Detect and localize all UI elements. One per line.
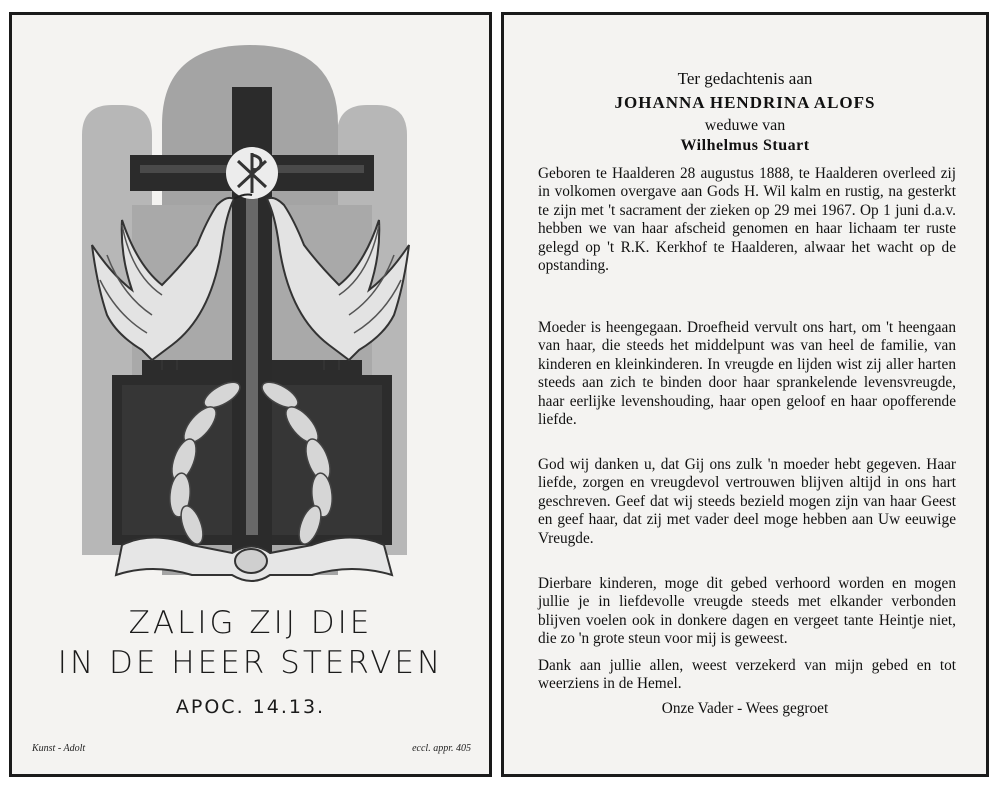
chi-rho-icon [226, 147, 278, 199]
religious-illustration [12, 15, 489, 605]
scripture-reference: APOC. 14.13. [175, 696, 326, 718]
relation-line: weduwe van [704, 117, 786, 134]
spouse-name: Wilhelmus Stuart [680, 137, 810, 154]
motto-line-2: IN DE HEER STERVEN [57, 645, 444, 681]
intro-line: Ter gedachtenis aan [677, 69, 813, 88]
tribute-paragraph: Moeder is heengegaan. Droefheid vervult ons hart, om 't heengaan van haar, die steeds het middelpunt was van heel de familie, van kinderen en kleinkinderen. In vreugde en lijden wist zij aller harten steeds aan zich te binden door haar sprankelende levensvreugde, haar eerlijke levenshouding, haar open geloof en haar opofferende liefde. [538, 319, 956, 429]
biography-paragraph: Geboren te Haalderen 28 augustus 1888, te Haalderen overleed zij in volkomen overgave aan Gods H. Wil kalm en rustig, na gesterkt te zijn met 't sacrament der zieken op 29 mei 1967. Op 1 juni d.a.v. hebben we van haar afscheid genomen en haar lichaam ter ruste gelegd op 't R.K. Kerkhof te Haalderen, alwaar het wacht op de opstanding. [538, 165, 956, 275]
children-paragraph: Dierbare kinderen, moge dit gebed verhoord worden en mogen jullie je in liefdevolle vreugde steeds met elkander verbonden blijven voelen ook in donkere dagen en vergeet tante Heintje niet, die zo 'n grote steun voor mij is geweest. [538, 575, 956, 648]
memorial-card-front [9, 12, 492, 777]
thanksgiving-paragraph: God wij danken u, dat Gij ons zulk 'n moeder hebt gegeven. Haar liefde, zorgen en vreugdevol vertrouwen blijven altijd in ons hart geschreven. Geef dat wij steeds bezield mogen zijn van haar Geest en geef haar, dat zij met vader deel moge hebben aan Uw eeuwige Vreugde. [538, 456, 956, 547]
publisher-credit: Kunst - Adolt [32, 743, 86, 754]
memorial-card-text [501, 12, 989, 777]
deceased-name: JOHANNA HENDRINA ALOFS [614, 93, 876, 112]
closing-paragraph: Dank aan jullie allen, weest verzekerd van mijn gebed en tot weerziens in de Hemel. [538, 657, 956, 693]
motto-line-1: ZALIG ZIJ DIE [128, 605, 373, 641]
ecclesiastical-approval: eccl. appr. 405 [412, 743, 471, 754]
prayers-line: Onze Vader - Wees gegroet [661, 700, 829, 717]
